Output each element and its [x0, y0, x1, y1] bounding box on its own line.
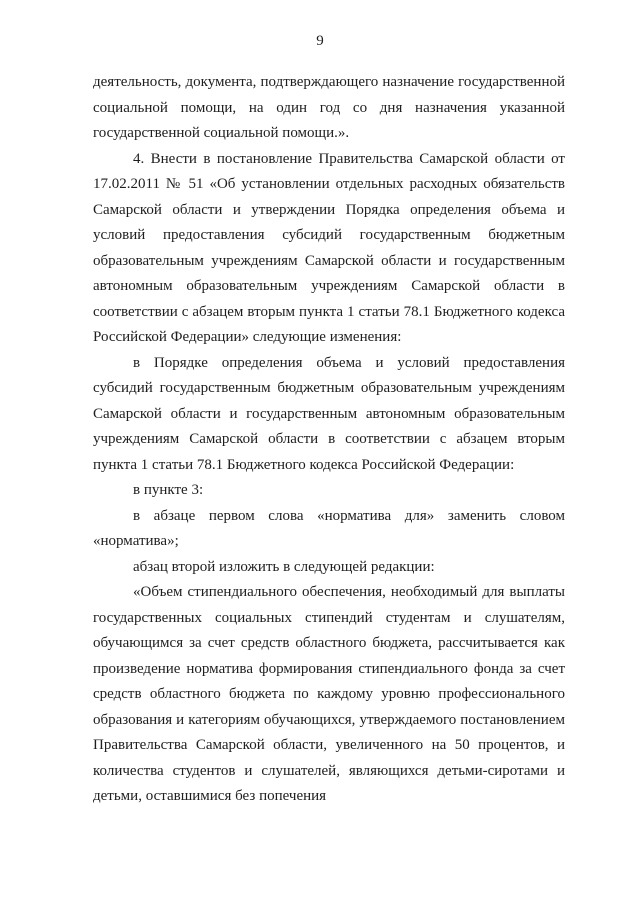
document-body: [93, 70, 565, 810]
paragraph-continuation: деятельность, документа, подтверждающего назначение государственной социальной помощи, на один год со дня назначения указанной государственной социальной помощи.».: [93, 74, 565, 141]
page-number: 9: [316, 33, 324, 49]
paragraph-first-abzac: в абзаце первом слова «норматива для» заменить словом «норматива»;: [93, 507, 565, 549]
paragraph-point-3: в пункте 3:: [133, 482, 204, 498]
paragraph-item-4: 4. Внести в постановление Правительства Самарской области от 17.02.2011 № 51 «Об установлении отдельных расходных обязательств Самарской области и утверждении Порядка определения объема и условий предоставления субсидий государственным бюджетным образовательным учреждениям Самарской области и государственным автономным образовательным учреждениям Самарской области в соответствии с абзацем вторым пункта 1 статьи 78.1 Бюджетного кодекса Российской Федерации» следующие изменения:: [93, 150, 565, 345]
paragraph-second-abzac: абзац второй изложить в следующей редакции:: [133, 558, 435, 575]
paragraph-procedure: в Порядке определения объема и условий предоставления субсидий государственным бюджетным образовательным учреждениям Самарской области и государственным автономным образовательным учреждениям Самарской области в соответствии с абзацем вторым пункта 1 статьи 78.1 Бюджетного кодекса Российской Федерации:: [93, 354, 565, 473]
paragraph-new-wording: «Объем стипендиального обеспечения, необходимый для выплаты государственных социальных стипендий студентам и слушателям, обучающимся за счет средств областного бюджета, рассчитывается как произведение норматива формирования стипендиального фонда за счет средств областного бюджета по каждому уровню профессионального образования и категориям обучающихся, утверждаемого постановлением Правительства Самарской области, увеличенного на 50 процентов, и количества студентов и слушателей, являющихся детьми-сиротами и детьми, оставшимися без попечения: [93, 584, 565, 804]
